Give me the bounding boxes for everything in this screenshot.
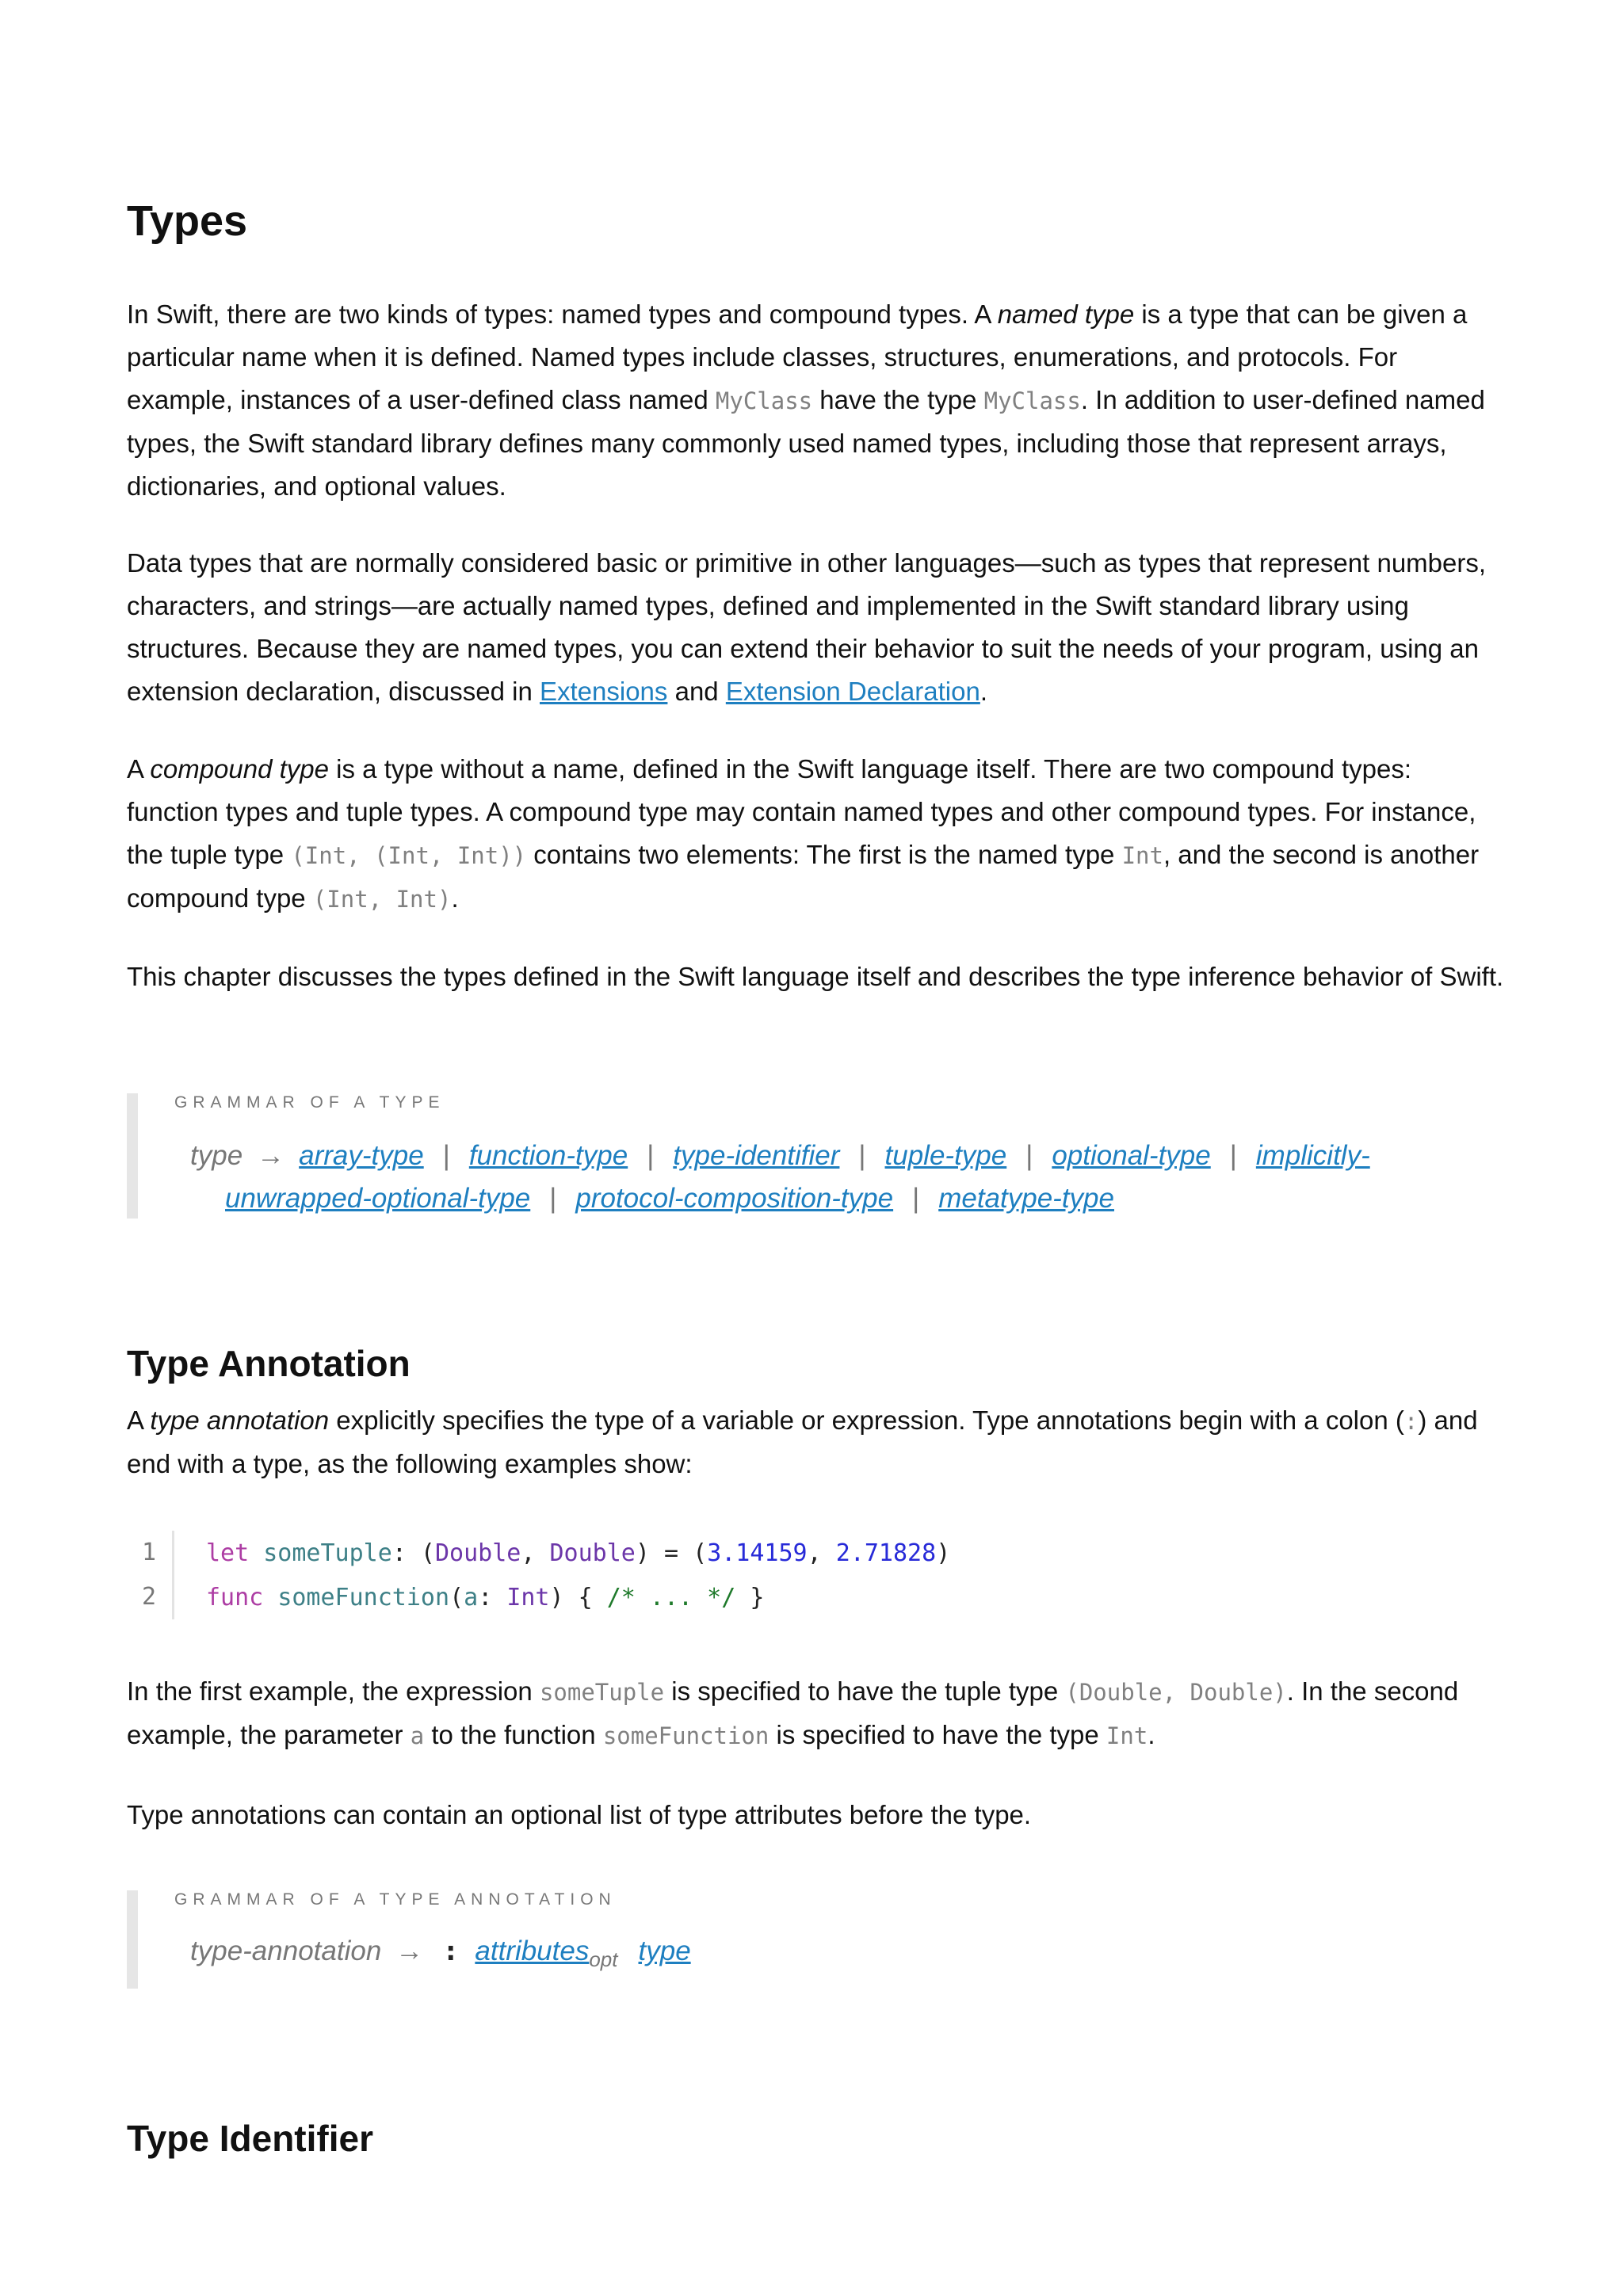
line-number: 2 [127,1575,174,1619]
annotation-paragraph-1: A type annotation explicitly specifies the type of a variable or expression. Type annotations begin with a colon (:) and end with a type, as the following examples show: [127,1405,1478,1478]
code-text: let someTuple: (Double, Double) = (3.14159, 2.71828) [206,1539,951,1567]
line-number: 1 [127,1531,174,1575]
types-paragraph-1: In Swift, there are two kinds of types: named types and compound types. A named type is a type that can be given a particular name when it is defined. Named types include classes, structures, enumerations, and protocols. For example, instances of a user-defined class named MyClass have the type MyClass. In addition to user-defined named types, the Swift standard library defines many commonly used named types, including those that represent arrays, dictionaries, and optional values. [127,299,1485,501]
section-title-types: Types [127,197,248,245]
code-line [127,1575,1506,1619]
inline-code: MyClass [715,387,813,414]
term-type-annotation: type annotation [150,1405,330,1435]
section-title-type-annotation: Type Annotation [127,1343,411,1384]
code-text: func someFunction(a: Int) { /* ... */ } [206,1583,765,1611]
grammar-production [174,1930,1506,1981]
term-named-type: named type [997,299,1135,329]
code-block[interactable] [127,1531,1506,1619]
separator: | [858,1140,866,1171]
grammar-lhs: type [190,1140,243,1171]
link-array-type[interactable]: array-type [299,1140,424,1171]
separator: | [442,1140,450,1171]
separator: | [1229,1140,1237,1171]
colon-token: : [442,1936,460,1967]
grammar-of-a-type [127,1093,1506,1219]
link-function-type[interactable]: function-type [468,1140,628,1171]
inline-code: (Double, Double) [1065,1679,1287,1706]
inline-code: (Int, (Int, Int)) [291,842,527,869]
link-type-identifier[interactable]: type-identifier [673,1140,840,1171]
inline-code: someFunction [602,1722,769,1749]
grammar-title: GRAMMAR OF A TYPE ANNOTATION [174,1890,617,1909]
inline-code: MyClass [983,387,1081,414]
annotation-paragraph-2: In the first example, the expression someTuple is specified to have the tuple type (Double, Double). In the second example, the parameter a to the function someFunction is specified to have the type Int. [127,1676,1459,1749]
separator: | [1025,1140,1033,1171]
arrow-icon: → [257,1140,285,1171]
annotation-paragraph-3: Type annotations can contain an optional list of type attributes before the type. [127,1800,1032,1829]
types-paragraph-4: This chapter discusses the types defined in the Swift language itself and describes the type inference behavior of Swift. [127,962,1504,991]
inline-code: : [1403,1408,1419,1435]
link-type[interactable]: type [638,1936,691,1966]
inline-code: Int [1106,1722,1148,1749]
inline-code: Int [1121,842,1163,869]
inline-code: a [410,1722,425,1749]
link-optional-type[interactable]: optional-type [1052,1140,1211,1171]
separator: | [549,1183,557,1214]
term-compound-type: compound type [150,754,330,784]
link-tuple-type[interactable]: tuple-type [884,1140,1007,1171]
inline-code: someTuple [539,1679,665,1706]
link-metatype-type[interactable]: metatype-type [938,1183,1114,1214]
grammar-production [174,1135,1506,1220]
link-implicitly-unwrapped-optional-type-cont[interactable]: unwrapped-optional-type [225,1183,531,1214]
grammar-production-continuation [190,1177,1506,1220]
separator: | [912,1183,920,1214]
link-extensions[interactable]: Extensions [539,677,668,706]
link-protocol-composition-type[interactable]: protocol-composition-type [575,1183,894,1214]
code-line [127,1531,1506,1575]
optional-marker: opt [589,1947,618,1971]
link-implicitly-unwrapped-optional-type[interactable]: implicitly- [1255,1140,1370,1171]
section-title-type-identifier: Type Identifier [127,2118,373,2159]
types-paragraph-2: Data types that are normally considered basic or primitive in other languages—such as types that represent numbers, characters, and strings—are actually named types, defined and implemented in the Swift standard library using structures. Because they are named types, you can extend their behavior to suit the needs of your program, using an extension declaration, discussed in Extensions and Extension Declaration. [127,548,1487,706]
arrow-icon: → [395,1936,424,1966]
types-paragraph-3: A compound type is a type without a name, defined in the Swift language itself. There are two compound types: function types and tuple types. A compound type may contain named types and other compound types. For instance, the tuple type (Int, (Int, Int)) contains two elements: The first is the named type Int, and the second is another compound type (Int, Int). [127,754,1480,913]
grammar-of-a-type-annotation [127,1890,1506,1989]
link-attributes[interactable]: attributes [475,1936,590,1966]
separator: | [647,1140,655,1171]
inline-code: (Int, Int) [312,886,452,913]
link-extension-declaration[interactable]: Extension Declaration [725,677,980,706]
grammar-title: GRAMMAR OF A TYPE [174,1093,445,1112]
grammar-lhs: type-annotation [190,1936,382,1966]
